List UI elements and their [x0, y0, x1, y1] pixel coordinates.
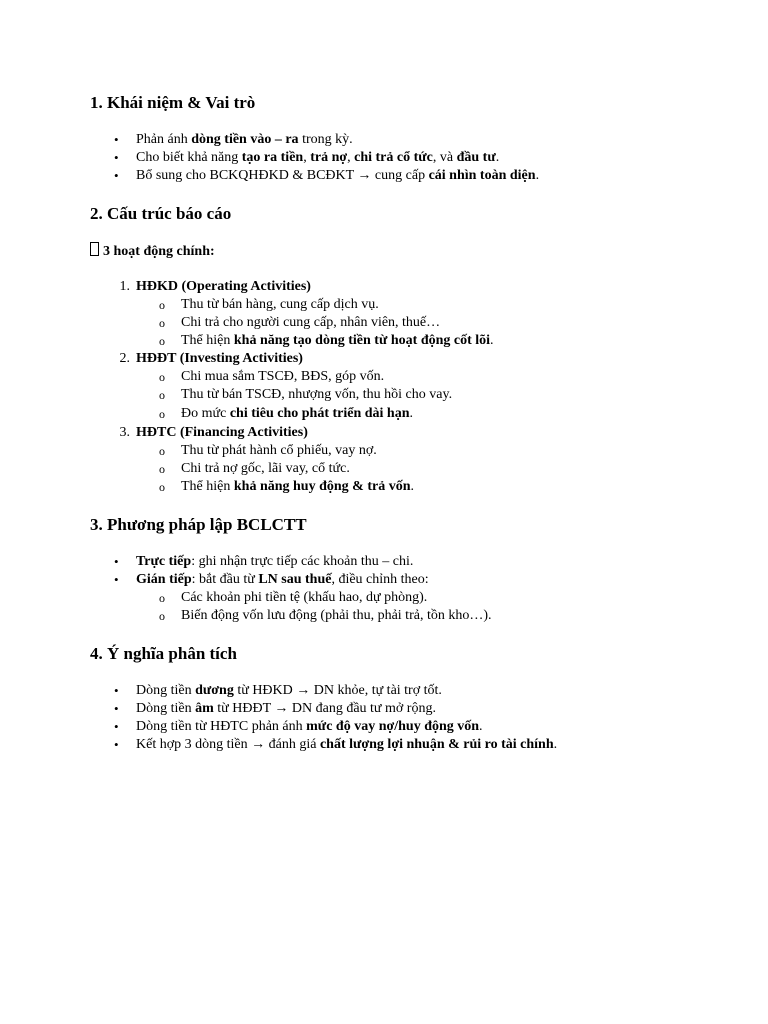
sub-list-item: o Thể hiện khả năng huy động & trả vốn. — [159, 479, 414, 494]
numbered-item: 2. HĐĐT (Investing Activities) — [119, 351, 303, 366]
sub-list-item: o Thu từ phát hành cổ phiếu, vay nợ. — [159, 443, 377, 458]
checkbox-glyph-icon — [90, 242, 99, 256]
section-1-heading: 1. Khái niệm & Vai trò — [90, 93, 256, 112]
sub-list-item: o Chi mua sắm TSCĐ, BĐS, góp vốn. — [159, 369, 385, 384]
sub-list-item: o Đo mức chi tiêu cho phát triển dài hạn. — [159, 406, 414, 421]
list-item: • Dòng tiền dương từ HĐKD → DN khỏe, tự tài trợ tốt. — [136, 682, 442, 700]
section-3-heading: 3. Phương pháp lập BCLCTT — [90, 515, 307, 534]
numbered-item: 1. HĐKD (Operating Activities) — [119, 279, 311, 294]
sub-list-item: o Thu từ bán hàng, cung cấp dịch vụ. — [159, 297, 379, 312]
list-item: • Kết hợp 3 dòng tiền → đánh giá chất lượng lợi nhuận & rủi ro tài chính. — [136, 736, 557, 754]
sub-list-item: o Chi trả cho người cung cấp, nhân viên, thuế… — [159, 315, 441, 330]
list-item: • Gián tiếp: bắt đầu từ LN sau thuế, điều chỉnh theo: — [136, 571, 429, 589]
list-item: • Dòng tiền âm từ HĐĐT → DN đang đầu tư mở rộng. — [136, 700, 436, 718]
section-2-subheading: 3 hoạt động chính: — [90, 242, 215, 260]
list-item: • Phản ánh dòng tiền vào – ra trong kỳ. — [136, 131, 353, 149]
list-item: • Trực tiếp: ghi nhận trực tiếp các khoản thu – chi. — [136, 553, 413, 571]
sub-list-item: o Biến động vốn lưu động (phải thu, phải trả, tồn kho…). — [159, 608, 492, 623]
section-2-heading: 2. Cấu trúc báo cáo — [90, 204, 232, 223]
sub-list-item: o Thể hiện khả năng tạo dòng tiền từ hoạt động cốt lõi. — [159, 333, 494, 348]
sub-list-item: o Chi trả nợ gốc, lãi vay, cổ tức. — [159, 461, 350, 476]
section-4-heading: 4. Ý nghĩa phân tích — [90, 644, 237, 663]
list-item: • Bổ sung cho BCKQHĐKD & BCĐKT → cung cấp cái nhìn toàn diện. — [136, 167, 539, 185]
sub-list-item: o Thu từ bán TSCĐ, nhượng vốn, thu hồi cho vay. — [159, 387, 453, 402]
list-item: • Dòng tiền từ HĐTC phản ánh mức độ vay nợ/huy động vốn. — [136, 718, 483, 736]
numbered-item: 3. HĐTC (Financing Activities) — [119, 425, 308, 440]
list-item: • Cho biết khả năng tạo ra tiền, trả nợ, chi trả cổ tức, và đầu tư. — [136, 149, 499, 167]
sub-list-item: o Các khoản phi tiền tệ (khấu hao, dự phòng). — [159, 590, 428, 605]
